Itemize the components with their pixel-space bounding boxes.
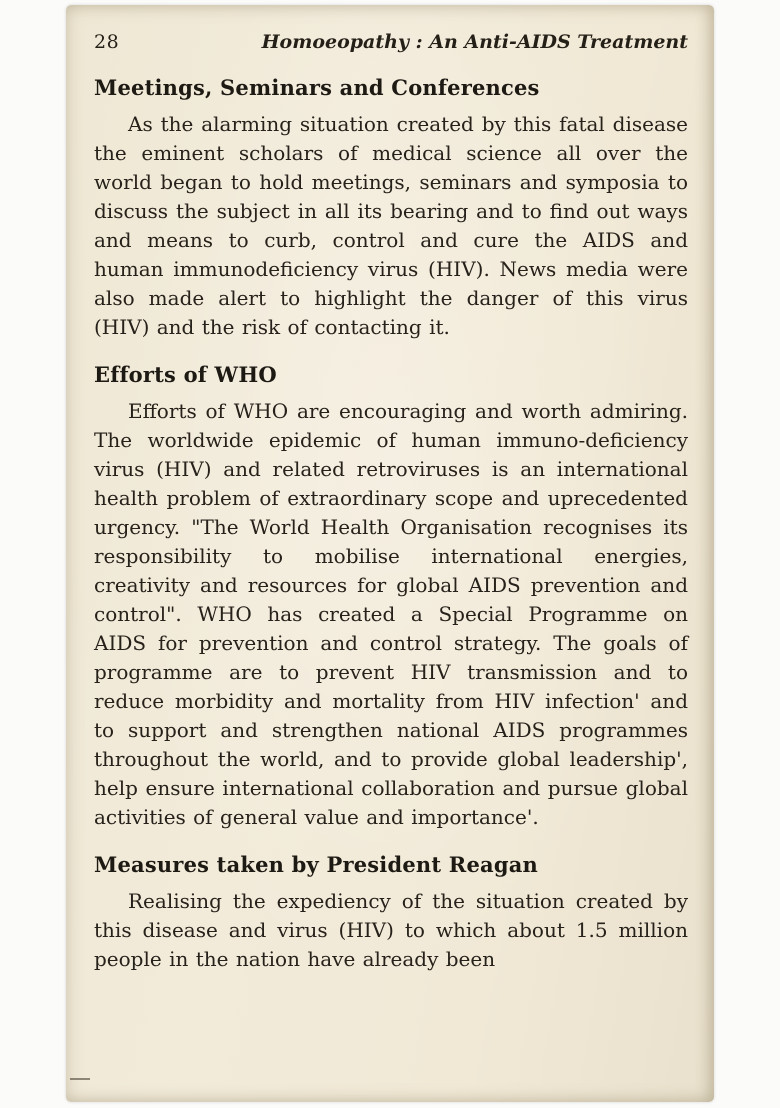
running-title: Homoeopathy : An Anti-AIDS Treatment	[261, 31, 688, 53]
scan-artifact-mark	[70, 1078, 90, 1080]
section-efforts-of-who	[94, 362, 688, 832]
paragraph: As the alarming situation created by this fatal disease the eminent scholars of medical science all over the world began to hold meetings, seminars and symposia to discuss the subject in all its bearing and to find out ways and means to curb, control and cure the AIDS and human immunodeficiency virus (HIV). News media were also made alert to highlight the danger of this virus (HIV) and the risk of contacting it.	[94, 112, 688, 339]
section-meetings-seminars	[94, 75, 688, 342]
section-heading: Efforts of WHO	[94, 362, 277, 387]
section-heading: Meetings, Seminars and Conferences	[94, 75, 540, 100]
page-number: 28	[94, 31, 120, 53]
paragraph: Efforts of WHO are encouraging and worth admiring. The worldwide epidemic of human immuno-deficiency virus (HIV) and related retroviruses is an international health problem of extraordinary scope and uprecedented urgency. "The World Health Organisation recognises its responsibility to mobilise international energies, creativity and resources for global AIDS prevention and control". WHO has created a Special Programme on AIDS for prevention and control strategy. The goals of programme are to prevent HIV transmission and to reduce morbidity and mortality from HIV infection' and to support and strengthen national AIDS programmes throughout the world, and to provide global leadership', help ensure international collaboration and pursue global activities of general value and importance'.	[94, 399, 688, 829]
section-heading: Measures taken by President Reagan	[94, 852, 538, 877]
page-content	[94, 31, 688, 986]
paragraph: Realising the expediency of the situation created by this disease and virus (HIV) to which about 1.5 million people in the nation have already been	[94, 889, 688, 971]
section-measures-reagan	[94, 852, 688, 974]
running-header	[94, 31, 688, 53]
book-page-scan	[66, 5, 714, 1102]
